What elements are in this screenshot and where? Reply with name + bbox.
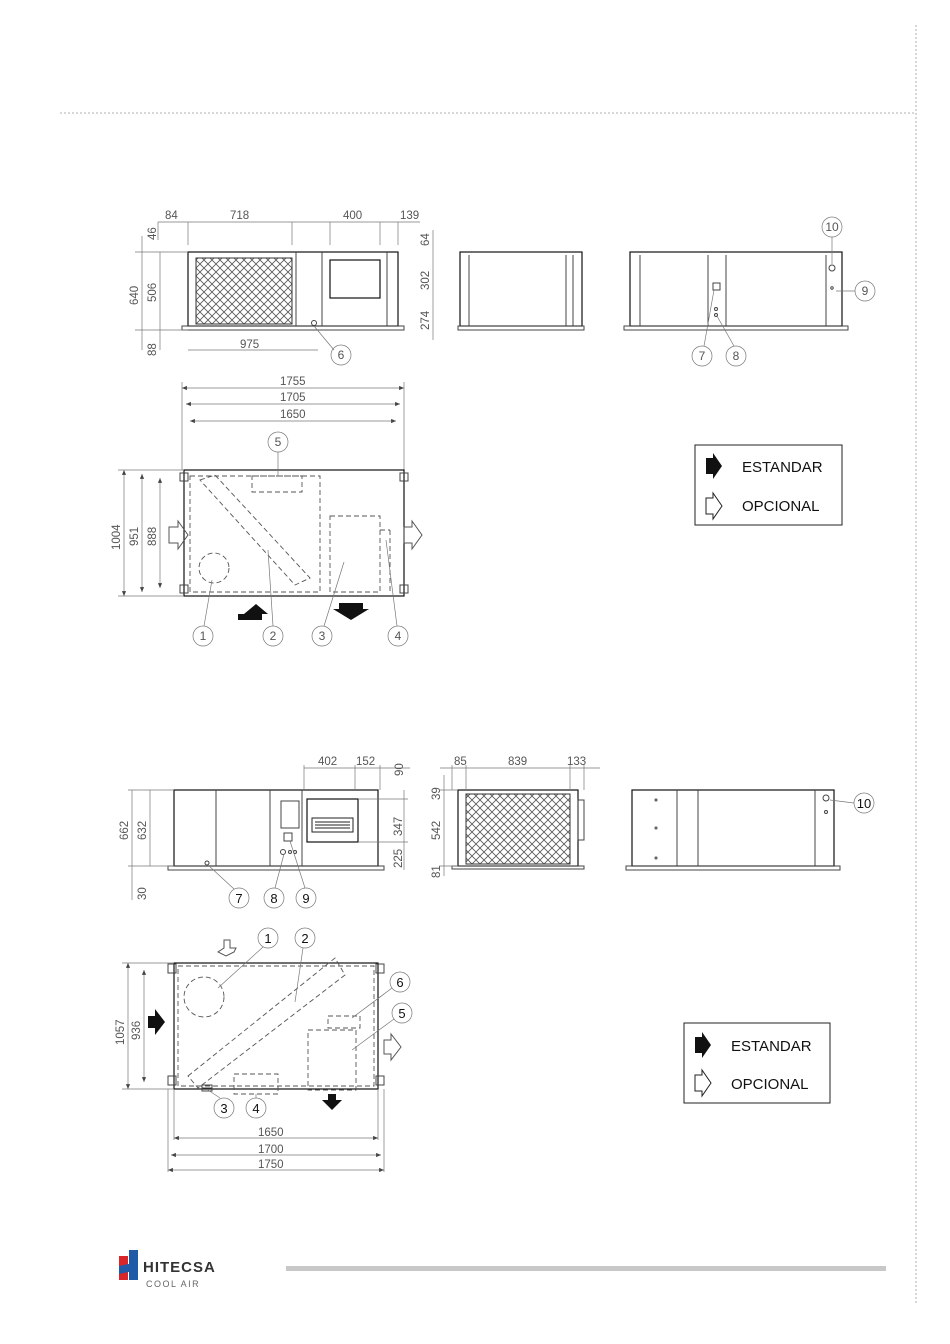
dim-302: 302 — [420, 270, 432, 290]
dim-39: 39 — [431, 787, 443, 800]
dim-81: 81 — [431, 865, 443, 878]
dim-88: 88 — [147, 343, 159, 356]
callout-7: 7 — [698, 349, 706, 363]
front-callout-8: 8 — [270, 891, 278, 906]
plan-callout-3: 3 — [318, 629, 326, 643]
brand-logo — [119, 1250, 216, 1289]
plan-callout-4: 4 — [394, 629, 402, 643]
dim-400: 400 — [343, 210, 363, 222]
dim-1650: 1650 — [280, 409, 306, 421]
dim-152: 152 — [356, 756, 376, 768]
dim-1650b: 1650 — [258, 1127, 284, 1139]
dim-402: 402 — [318, 756, 338, 768]
legend-lower — [684, 1023, 830, 1103]
footer-bar — [286, 1266, 886, 1271]
callout-6: 6 — [337, 348, 345, 362]
legend-standard-label: ESTANDAR — [742, 459, 823, 476]
lower-plan-view — [115, 928, 412, 1172]
plan-callout-2: 2 — [269, 629, 277, 643]
lower-plan-callout-6: 6 — [396, 975, 404, 990]
brand-tagline: COOL AIR — [146, 1279, 201, 1289]
front-callout-9: 9 — [302, 891, 310, 906]
dim-1057: 1057 — [115, 1019, 127, 1045]
dim-975: 975 — [240, 339, 260, 351]
callout-9: 9 — [861, 284, 869, 298]
dim-1004: 1004 — [111, 524, 123, 550]
dim-506: 506 — [147, 282, 159, 302]
dim-133: 133 — [567, 756, 587, 768]
dim-90: 90 — [394, 763, 406, 776]
dim-951: 951 — [129, 526, 141, 546]
dim-85: 85 — [454, 756, 467, 768]
callout-8: 8 — [732, 349, 740, 363]
lower-side-view — [431, 756, 600, 878]
plan-callout-1: 1 — [199, 629, 207, 643]
dim-139: 139 — [400, 210, 420, 222]
dim-30: 30 — [137, 887, 149, 900]
dim-1755: 1755 — [280, 376, 306, 388]
lower-plan-callout-3: 3 — [220, 1101, 228, 1116]
dim-64: 64 — [420, 233, 432, 246]
lower-plan-callout-2: 2 — [301, 931, 309, 946]
dim-632: 632 — [137, 820, 149, 840]
upper-front-view — [129, 210, 433, 365]
dim-888: 888 — [147, 526, 159, 546]
lower-plan-callout-1: 1 — [264, 931, 272, 946]
dim-662: 662 — [119, 820, 131, 840]
legend2-standard-label: ESTANDAR — [731, 1038, 812, 1055]
dim-84: 84 — [165, 210, 178, 222]
callout-10: 10 — [825, 220, 839, 234]
plan-callout-5: 5 — [274, 435, 282, 449]
lower-plan-callout-5: 5 — [398, 1006, 406, 1021]
dim-936: 936 — [131, 1020, 143, 1040]
legend2-optional-label: OPCIONAL — [731, 1076, 809, 1093]
dim-274: 274 — [420, 310, 432, 330]
dim-1700: 1700 — [258, 1144, 284, 1156]
lower-front-view — [119, 756, 410, 908]
dim-347: 347 — [393, 816, 405, 836]
lower-rear-view — [626, 790, 874, 870]
brand-name: HITECSA — [143, 1259, 216, 1276]
front-callout-7: 7 — [235, 891, 243, 906]
dim-542: 542 — [431, 820, 443, 840]
dim-718: 718 — [230, 210, 250, 222]
upper-rear-view — [624, 217, 875, 366]
lower-plan-callout-4: 4 — [252, 1101, 260, 1116]
upper-side-view — [458, 252, 584, 330]
upper-plan-view — [111, 376, 422, 646]
dim-839: 839 — [508, 756, 528, 768]
dim-640: 640 — [129, 285, 141, 305]
legend-upper — [695, 445, 842, 525]
dim-225: 225 — [393, 848, 405, 868]
legend-optional-label: OPCIONAL — [742, 498, 820, 515]
dim-1750: 1750 — [258, 1159, 284, 1171]
dim-46: 46 — [147, 227, 159, 240]
side-callout-10: 10 — [856, 796, 872, 811]
dim-1705: 1705 — [280, 392, 306, 404]
